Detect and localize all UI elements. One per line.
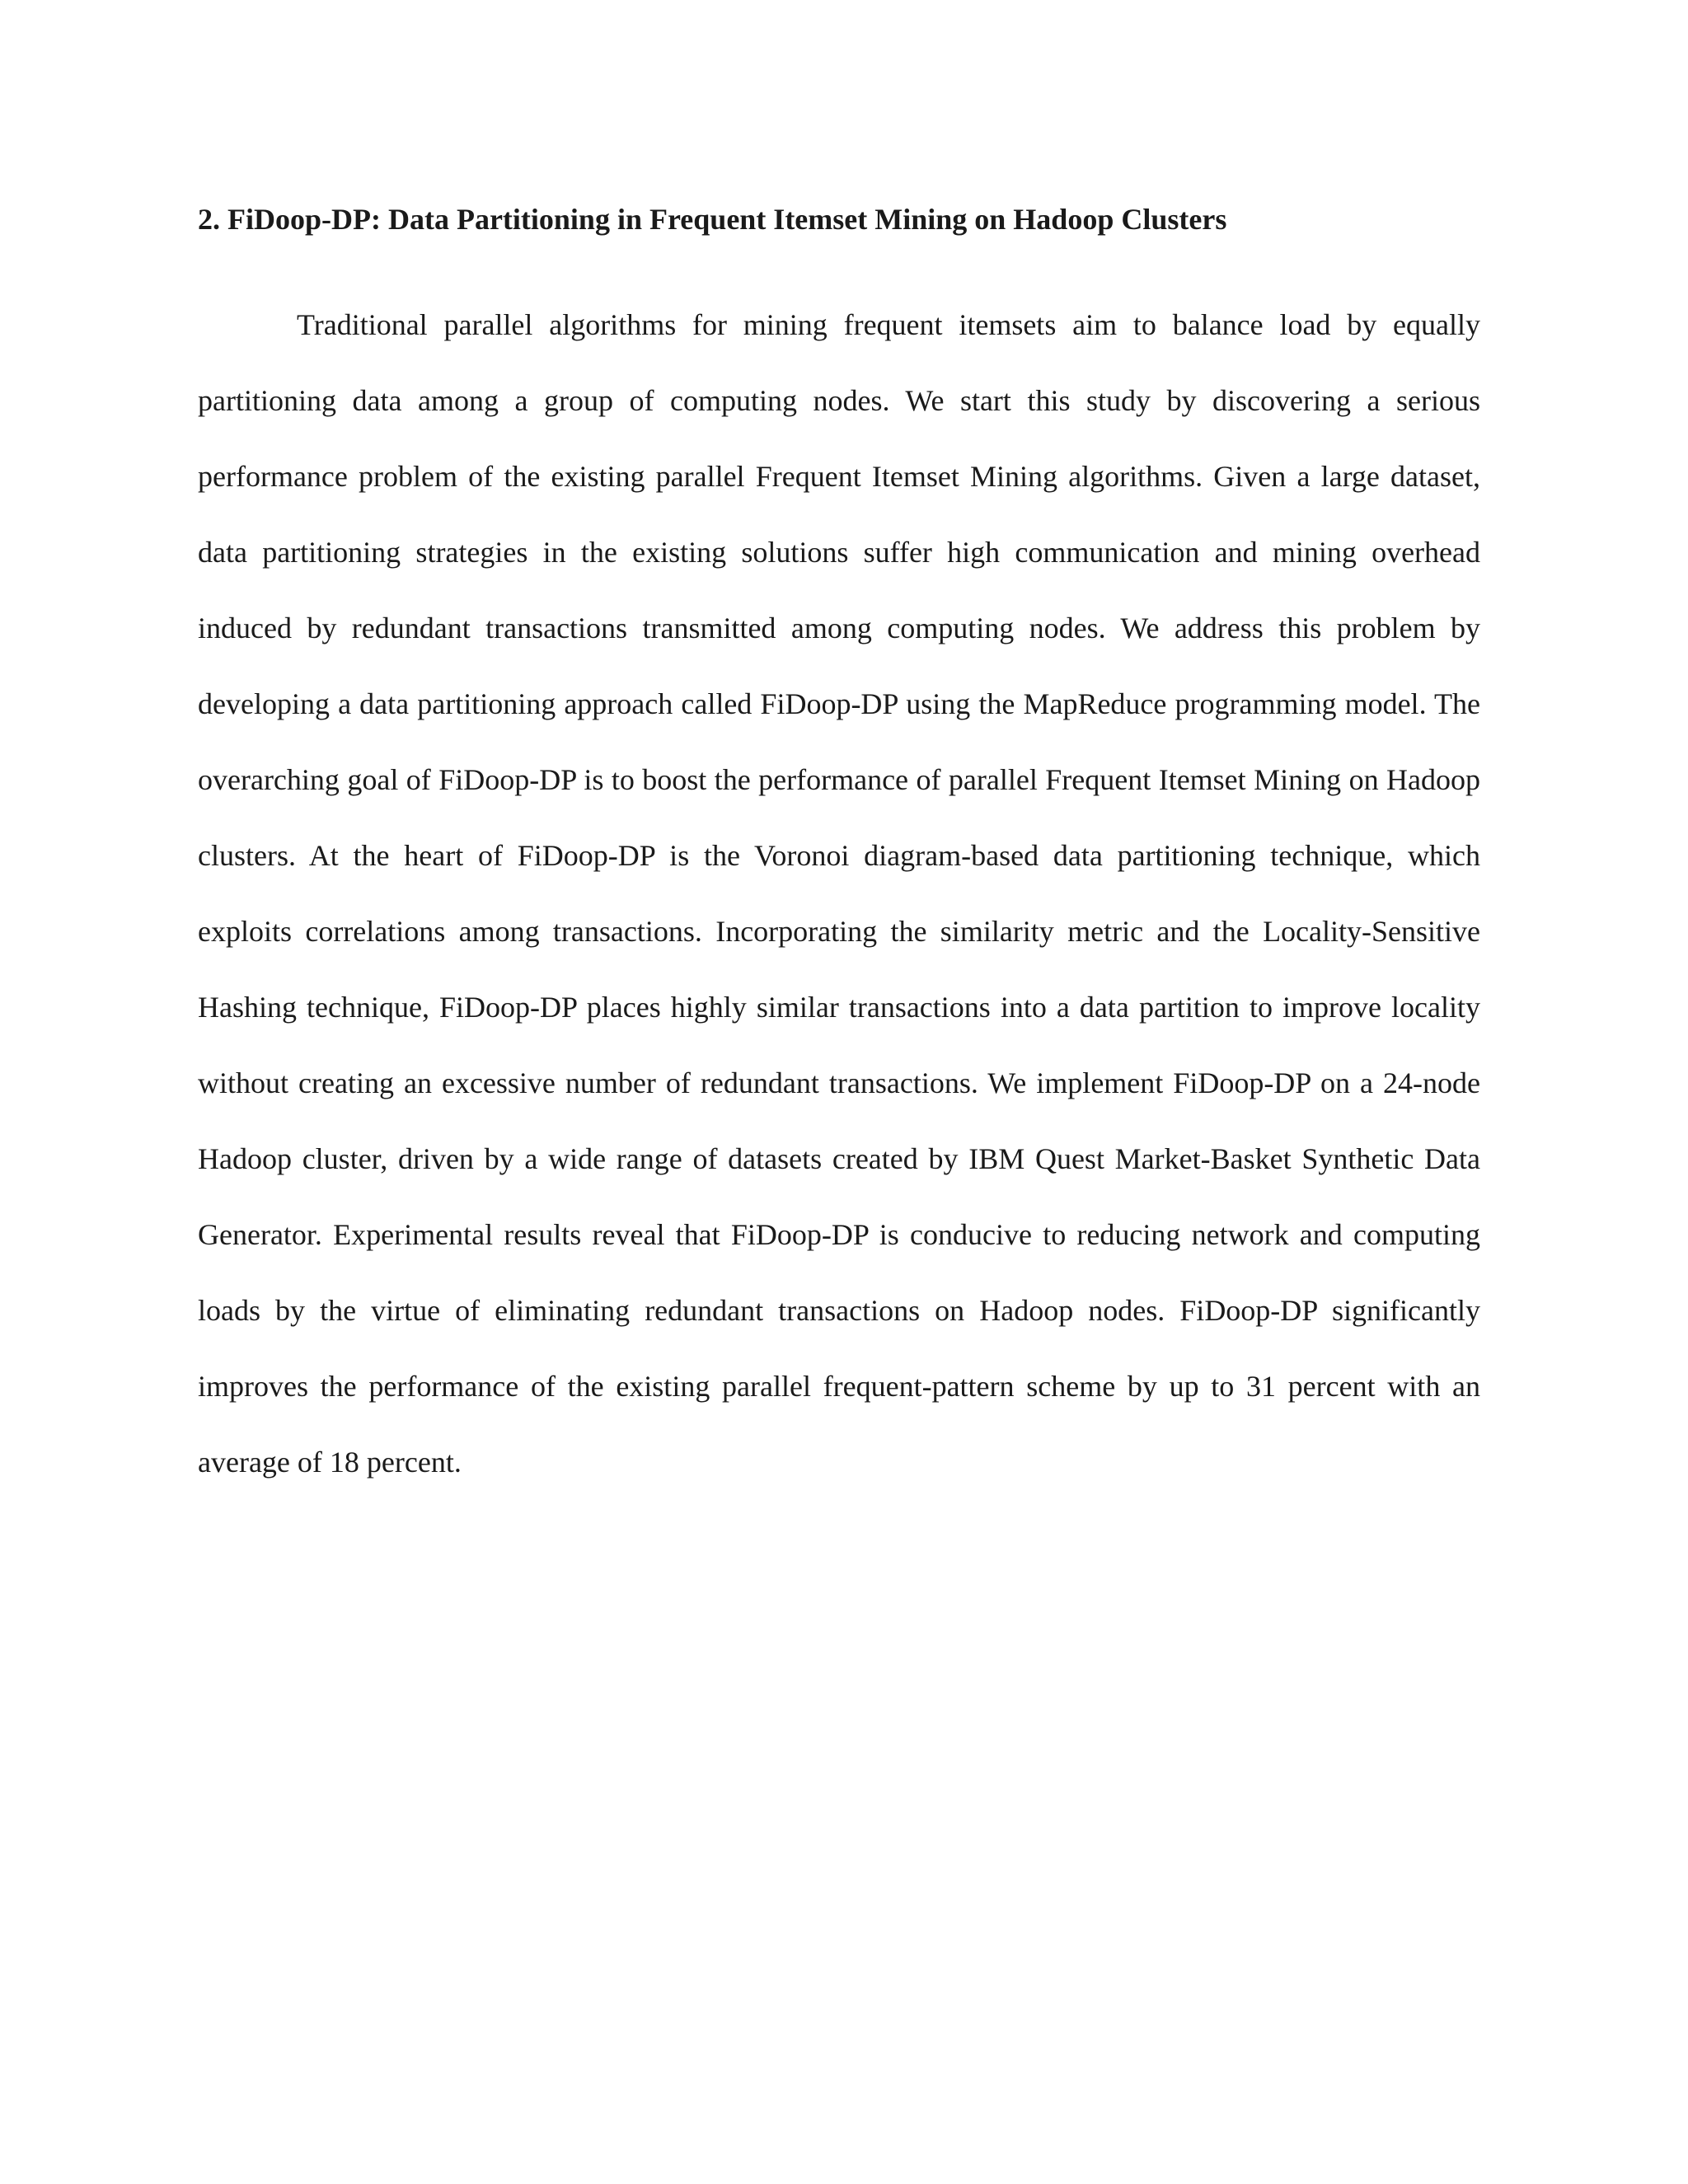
page-content	[198, 194, 1480, 1500]
section-heading: 2. FiDoop-DP: Data Partitioning in Frequent Itemset Mining on Hadoop Clusters	[198, 203, 1227, 236]
body-paragraph: Traditional parallel algorithms for mining frequent itemsets aim to balance load by equally partitioning data among a group of computing nodes. We start this study by discovering a serious performance problem of the existing parallel Frequent Itemset Mining algorithms. Given a large dataset, data partitioning strategies in the existing solutions suffer high communication and mining overhead induced by redundant transactions transmitted among computing nodes. We address this problem by developing a data partitioning approach called FiDoop-DP using the MapReduce programming model. The overarching goal of FiDoop-DP is to boost the performance of parallel Frequent Itemset Mining on Hadoop clusters. At the heart of FiDoop-DP is the Voronoi diagram-based data partitioning technique, which exploits correlations among transactions. Incorporating the similarity metric and the Locality-Sensitive Hashing technique, FiDoop-DP places highly similar transactions into a data partition to improve locality without creating an excessive number of redundant transactions. We implement FiDoop-DP on a 24-node Hadoop cluster, driven by a wide range of datasets created by IBM Quest Market-Basket Synthetic Data Generator. Experimental results reveal that FiDoop-DP is conducive to reducing network and computing loads by the virtue of eliminating redundant transactions on Hadoop nodes. FiDoop-DP significantly improves the performance of the existing parallel frequent-pattern scheme by up to 31 percent with an average of 18 percent.	[198, 308, 1480, 1479]
